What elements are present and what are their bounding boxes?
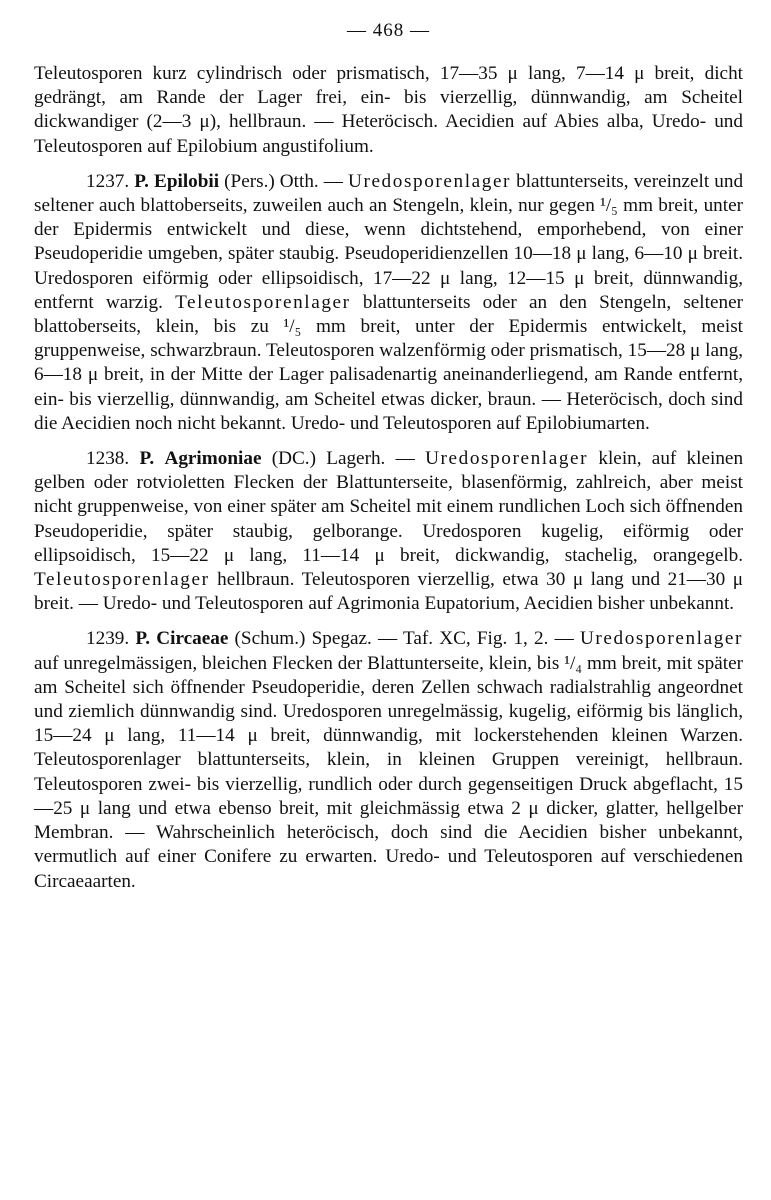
- entry-paragraph: [34, 627, 743, 893]
- entry-lead-term: Uredosporenlager: [579, 628, 743, 650]
- entry-species: Agrimoniae: [164, 448, 262, 470]
- species-entry-1238: [34, 447, 743, 616]
- entry-authority: (DC.) Lagerh.: [271, 448, 386, 470]
- entry-authority: (Pers.) Otth.: [224, 170, 319, 192]
- entry-genus: P.: [134, 170, 149, 192]
- entry-paragraph: [34, 447, 743, 616]
- entry-dash: —: [385, 448, 426, 470]
- entry-text-1: blattunterseits, vereinzelt und seltener auch blattoberseits, zuweilen auch an Stengeln, klein, nur gegen ¹/₅ mm breit, unter der Epidermis entwickelt und diese, wenn dichtstehend, emporhebend, von einer Pseudoperidie umgeben, später staubig. Pseudoperidienzellen 10—18 μ lang, 6—10 μ breit. Uredosporen eiförmig oder ellipsoidisch, 17—22 μ lang, 12—15 μ breit, dünnwandig, entfernt warzig.: [34, 170, 744, 313]
- entry-species: Epilobii: [154, 170, 220, 192]
- entry-lead-term-2: Teleutosporenlager: [34, 569, 210, 591]
- entry-text-2: blattunterseits oder an den Stengeln, seltener blattoberseits, klein, bis zu ¹/₅ mm breit, unter der Epidermis entwickelt, meist gruppenweise, schwarzbraun. Teleutosporen walzenförmig oder prismatisch, 15—28 μ lang, 6—18 μ breit, in der Mitte der Lager palisadenartig aneinanderliegend, am Rande entfernt, ein- bis vierzellig, dünnwandig, am Scheitel etwas dicker, braun. — Heteröcisch, doch sind die Aecidien noch nicht bekannt. Uredo- und Teleutosporen auf Epilobiumarten.: [34, 291, 743, 434]
- entry-dash: — Taf. XC, Fig. 1, 2. —: [371, 628, 580, 650]
- entry-lead-term: Uredosporenlager: [425, 448, 589, 470]
- entry-lead-term-2: Teleutosporenlager: [175, 291, 351, 313]
- entry-text-1: auf unregelmässigen, bleichen Flecken der Blattunterseite, klein, bis ¹/₄ mm breit, mit später am Scheitel sich öffnender Pseudoperidie, deren Zellen schwach radialstrahlig angeordnet und ziemlich dünnwandig sind. Uredosporen unregelmässig, kugelig, eiförmig bis länglich, 15—24 μ lang, 11—14 μ breit, dünnwandig, mit lockerstehenden kleinen Warzen. Teleutosporenlager blattunterseits, klein, in kleinen Gruppen vereinigt, hellbraun. Teleutosporen zwei- bis vierzellig, rundlich oder durch gegenseitigen Druck abgeflacht, 15—25 μ lang und etwa ebenso breit, mit gleichmässig etwa 2 μ dicker, glatter, hellgelber Membran. — Wahrscheinlich heteröcisch, doch sind die Aecidien bisher unbekannt, vermutlich auf einer Conifere zu erwarten. Uredo- und Teleutosporen auf verschiedenen Circaeaarten.: [34, 652, 743, 892]
- entry-text-2: hellbraun. Teleutosporen vierzellig, etwa 30 μ lang und 21—30 μ breit. — Uredo- und Teleutosporen auf Agrimonia Eupatorium, Aecidien bisher unbekannt.: [34, 569, 743, 615]
- species-entry-1239: [34, 627, 743, 893]
- entry-number: 1239.: [86, 628, 130, 650]
- entry-authority: (Schum.) Spegaz.: [234, 628, 372, 650]
- entry-number: 1237.: [86, 170, 130, 192]
- intro-paragraph: Teleutosporen kurz cylindrisch oder prismatisch, 17—35 μ lang, 7—14 μ breit, dicht gedrängt, am Rande der Lager frei, ein- bis vierzellig, dünnwandig, am Scheitel dickwandiger (2—3 μ), hellbraun. — Heteröcisch. Aecidien auf Abies alba, Uredo- und Teleutosporen auf Epilobium angustifolium.: [34, 63, 743, 157]
- entry-number: 1238.: [86, 448, 130, 470]
- entry-species: Circaeae: [156, 628, 229, 650]
- entry-genus: P.: [135, 628, 151, 650]
- species-entry-1237: [34, 170, 743, 436]
- entry-paragraph: [34, 170, 743, 436]
- page-number: — 468 —: [347, 20, 430, 41]
- entry-text-1: klein, auf kleinen gelben oder rotvioletten Flecken der Blattunterseite, blasenförmig, zahlreich, aber meist nicht gruppenweise, von einer später am Scheitel mit einem rundlichen Loch sich öffnenden Pseudoperidie, später staubig, gelborange. Uredosporen kugelig, eiförmig oder ellipsoidisch, 15—22 μ lang, 11—14 μ breit, dickwandig, stachelig, orangegelb.: [34, 448, 744, 566]
- entry-genus: P.: [139, 448, 155, 470]
- entry-lead-term: Uredosporenlager: [348, 170, 512, 192]
- entry-dash: —: [318, 170, 348, 192]
